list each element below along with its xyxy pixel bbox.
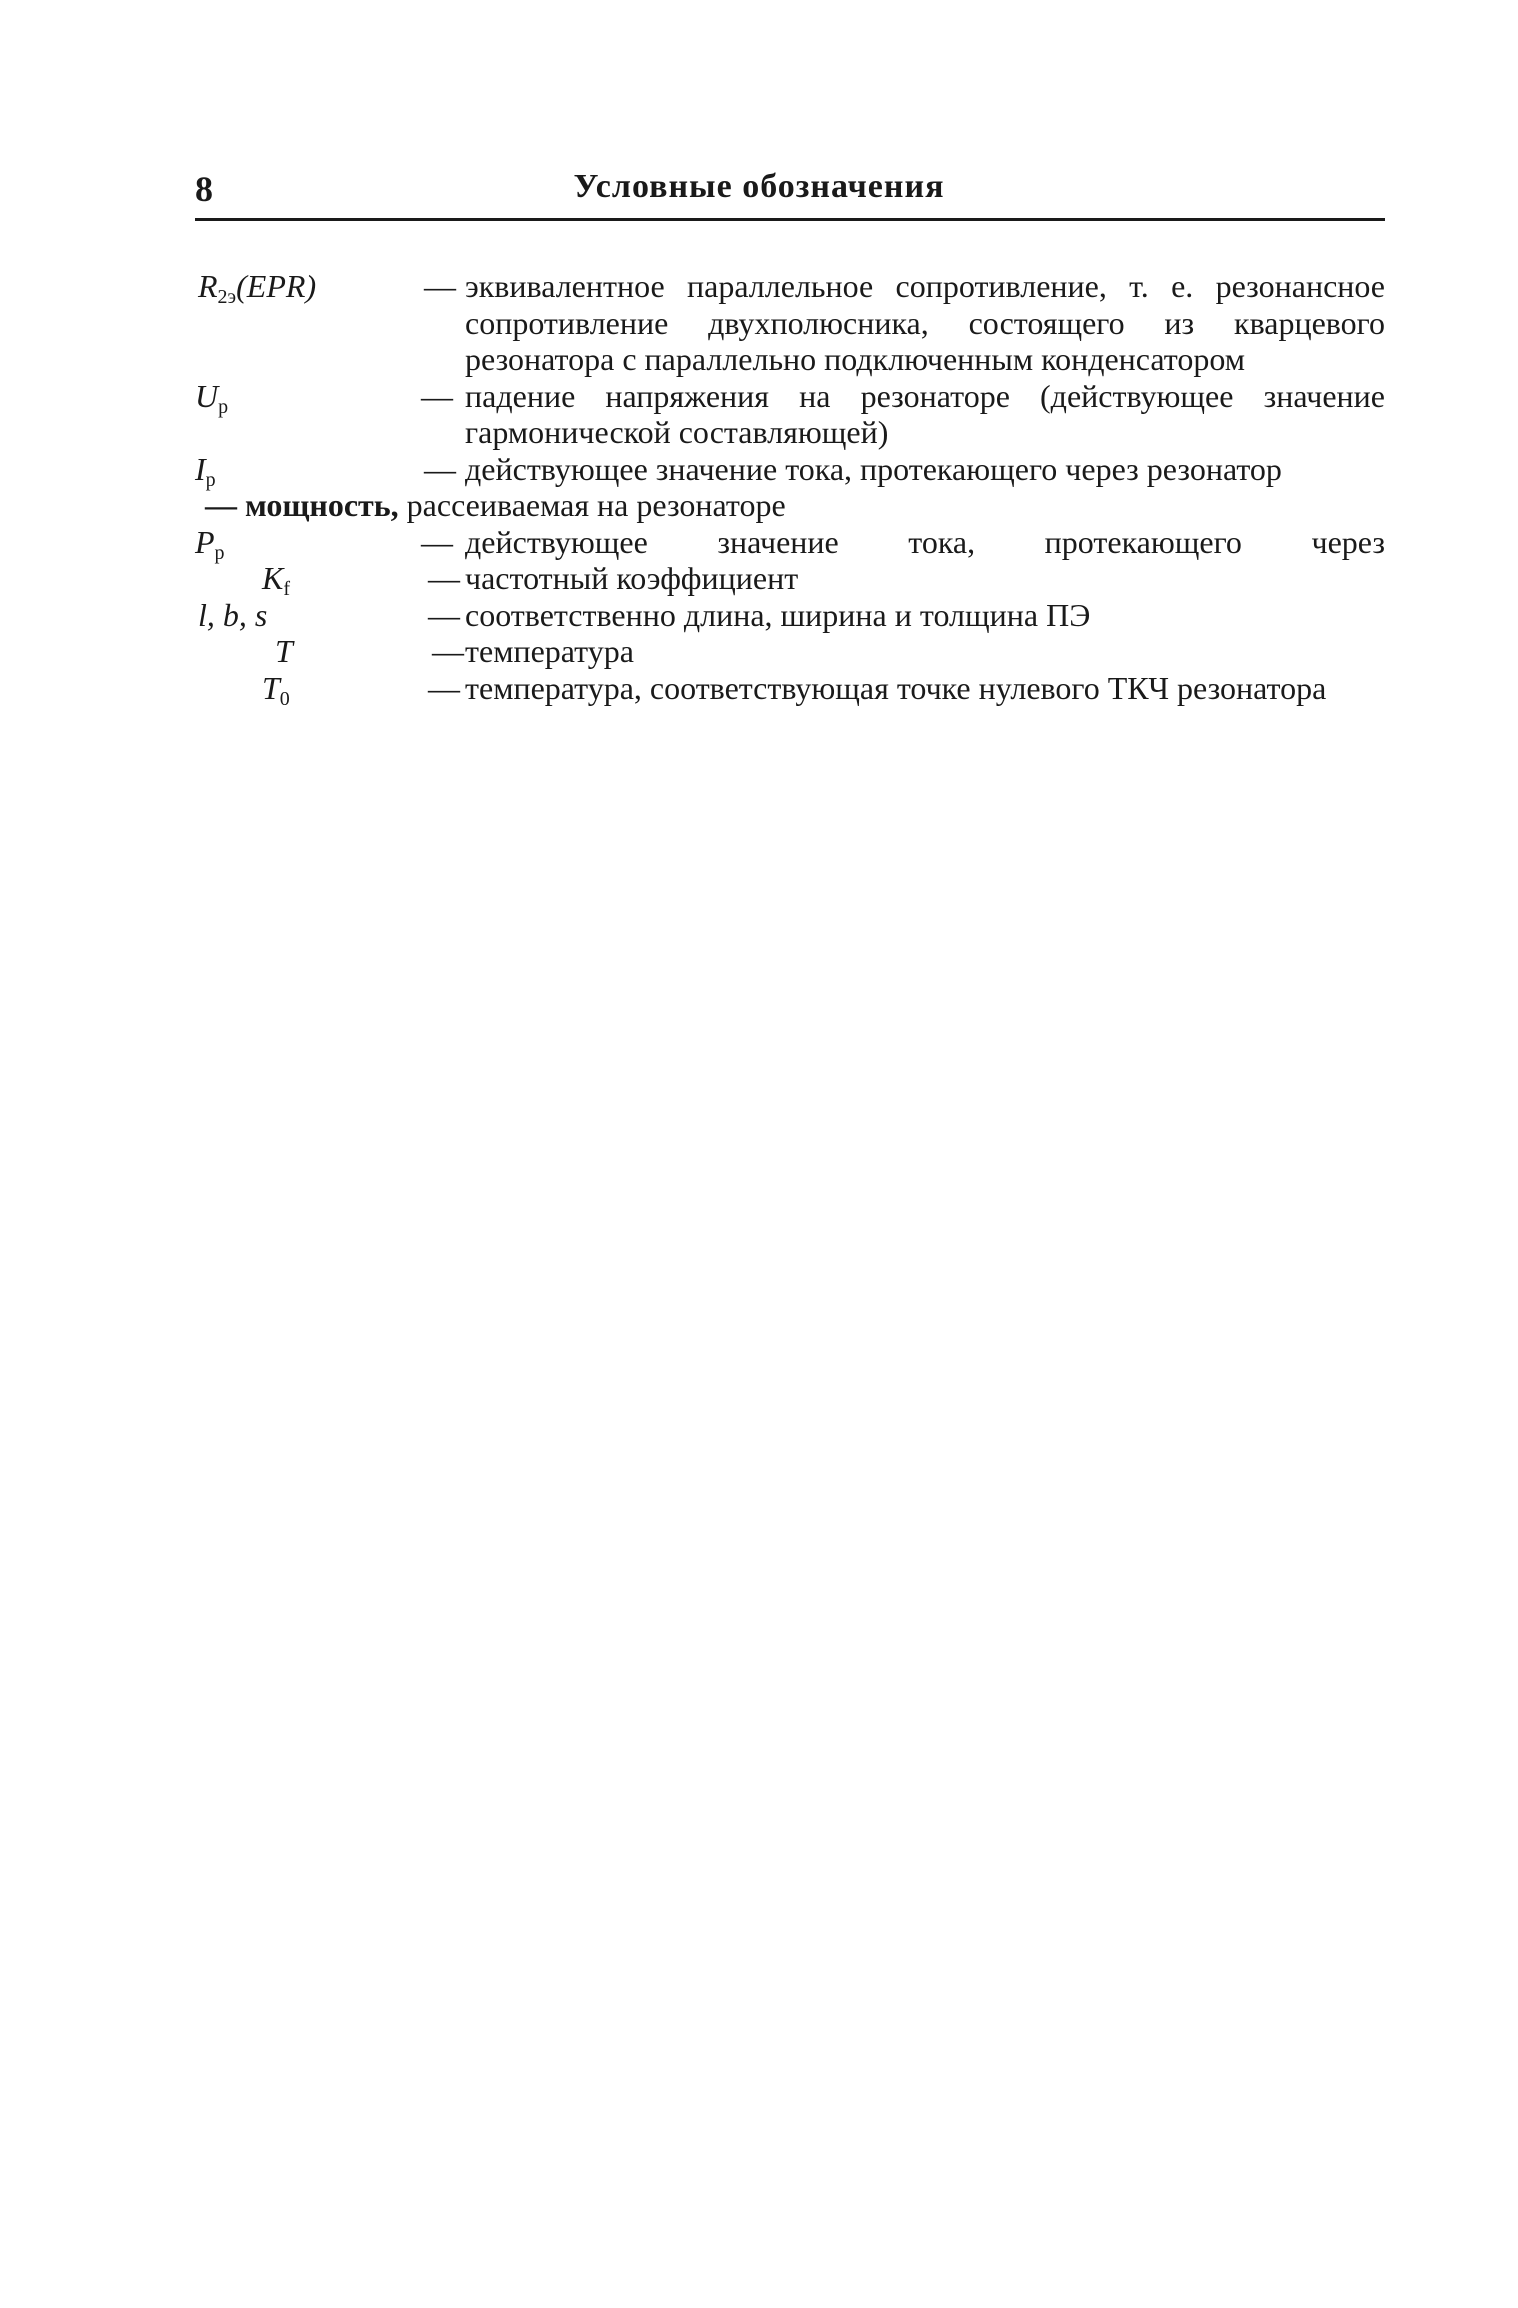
definition-symbol: $U_р$ <box>195 377 229 418</box>
definition-symbol: $R_{2э}(EPR)$ <box>198 268 317 308</box>
definition-symbol: $T_0$ <box>262 669 290 710</box>
definition-dash: — <box>432 633 464 669</box>
definition-text: эквивалентное параллельное сопротивление, т. е. резонансное сопротивление двухполюсника, состоящего из кварцевого резонатора с параллельно подключенным конденсатором <box>465 268 1385 377</box>
definition-dash: — <box>424 450 456 487</box>
definition-symbol: T <box>275 633 293 669</box>
page-number: 8 <box>195 169 213 209</box>
definition-text: действующее значение тока, протекающего через <box>465 523 1385 560</box>
definition-row <box>0 487 1518 524</box>
definition-row <box>0 268 1518 378</box>
definition-dash: — <box>421 523 453 560</box>
header-rule <box>195 218 1385 221</box>
definition-dash: — <box>428 560 460 596</box>
definition-dash: — <box>421 377 453 414</box>
definitions-list <box>0 268 1518 710</box>
definition-symbol: $P_р$ <box>195 523 225 564</box>
definition-text: рассеиваемая на резонаторе <box>398 487 786 523</box>
definition-text: действующее значение тока, протекающего через резонатор <box>465 450 1282 487</box>
definition-symbol: l, b, s <box>198 596 268 633</box>
definition-lead: — мощность, <box>205 487 399 523</box>
definition-symbol: $I_р$ <box>195 450 216 491</box>
definition-text: частотный коэффициент <box>465 560 799 596</box>
definition-text: падение напряжения на резонаторе (действующее значение гармонической составляющей) <box>465 377 1385 450</box>
definition-row <box>0 597 1518 634</box>
definition-dash: — <box>424 268 456 304</box>
definition-dash: — <box>428 596 460 633</box>
definition-text: соответственно длина, ширина и толщина ПЭ <box>465 596 1091 633</box>
definition-row <box>0 378 1518 451</box>
definition-symbol: $K_f$ <box>262 560 291 600</box>
definition-row <box>0 633 1518 670</box>
definition-row <box>0 669 1518 710</box>
definition-row <box>0 560 1518 600</box>
definition-text: температура, соответствующая точке нулевого ТКЧ резонатора <box>465 669 1327 706</box>
definition-row <box>0 523 1518 564</box>
definition-dash: — <box>428 669 460 706</box>
definition-text: температура <box>465 633 634 669</box>
definition-row <box>0 450 1518 491</box>
running-head: Условные обозначения <box>573 168 945 205</box>
